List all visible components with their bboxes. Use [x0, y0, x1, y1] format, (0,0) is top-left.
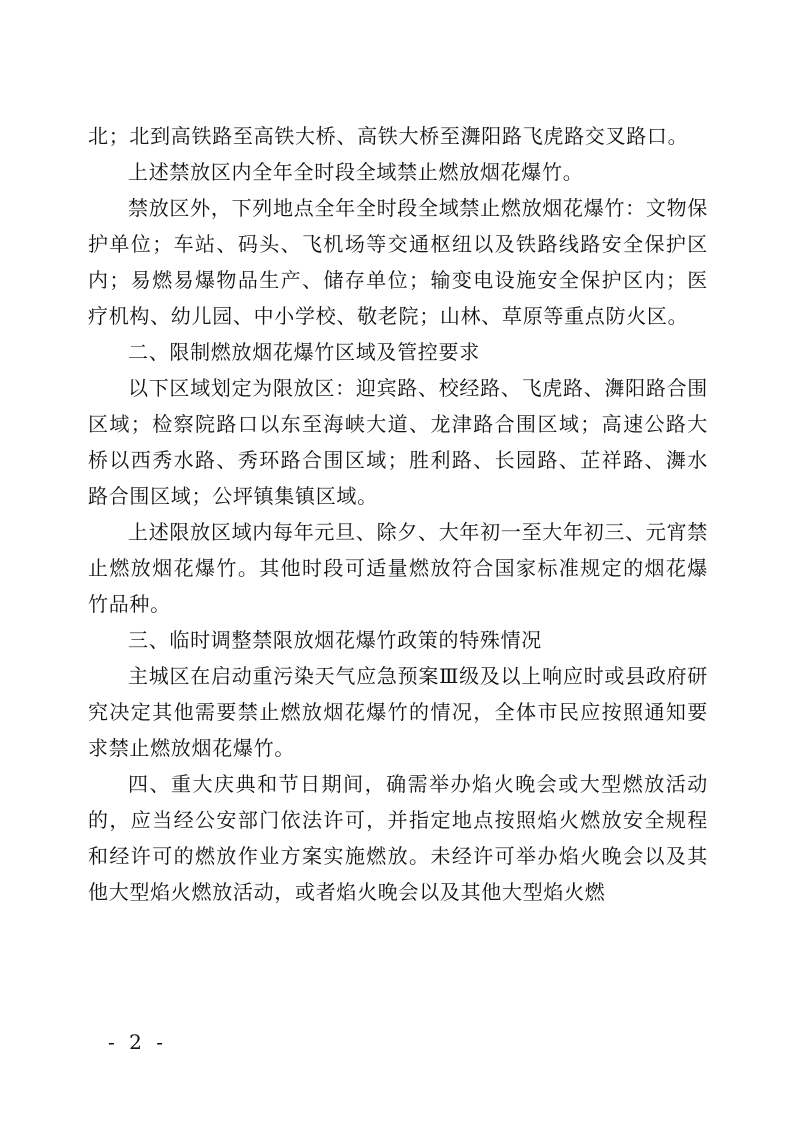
paragraph-special-cases: 主城区在启动重污染天气应急预案Ⅲ级及以上响应时或县政府研究决定其他需要禁止燃放烟花爆竹的情况，全体市民应按照通知要求禁止燃放烟花爆竹。	[88, 664, 708, 760]
paragraph-ban-locations: 禁放区外，下列地点全年全时段全域禁止燃放烟花爆竹：文物保护单位；车站、码头、飞机场等交通枢纽以及铁路线路安全保护区内；易燃易爆物品生产、储存单位；输变电设施安全保护区内；医疗机构、幼儿园、中小学校、敬老院；山林、草原等重点防火区。	[88, 196, 708, 328]
document-body	[88, 118, 708, 910]
page-number: - 2 -	[108, 1030, 167, 1054]
paragraph-restricted-areas: 以下区域划定为限放区：迎宾路、校经路、飞虎路、㵲阳路合围区域；检察院路口以东至海峡大道、龙津路合围区域；高速公路大桥以西秀水路、秀环路合围区域；胜利路、长园路、芷祥路、㵲水路合围区域；公坪镇集镇区域。	[88, 376, 708, 508]
paragraph-restricted-times: 上述限放区域内每年元旦、除夕、大年初一至大年初三、元宵禁止燃放烟花爆竹。其他时段可适量燃放符合国家标准规定的烟花爆竹品种。	[88, 520, 708, 616]
paragraph-continuation: 北；北到高铁路至高铁大桥、高铁大桥至㵲阳路飞虎路交叉路口。	[88, 124, 689, 148]
paragraph-ban-statement: 上述禁放区内全年全时段全域禁止燃放烟花爆竹。	[128, 160, 584, 184]
section-heading-special-cases: 三、临时调整禁限放烟花爆竹政策的特殊情况	[128, 628, 542, 652]
section-heading-restricted-areas: 二、限制燃放烟花爆竹区域及管控要求	[128, 340, 480, 364]
paragraph-celebrations: 四、重大庆典和节日期间，确需举办焰火晚会或大型燃放活动的，应当经公安部门依法许可，并指定地点按照焰火燃放安全规程和经许可的燃放作业方案实施燃放。未经许可举办焰火晚会以及其他大型焰火燃放活动，或者焰火晚会以及其他大型焰火燃	[88, 772, 708, 904]
